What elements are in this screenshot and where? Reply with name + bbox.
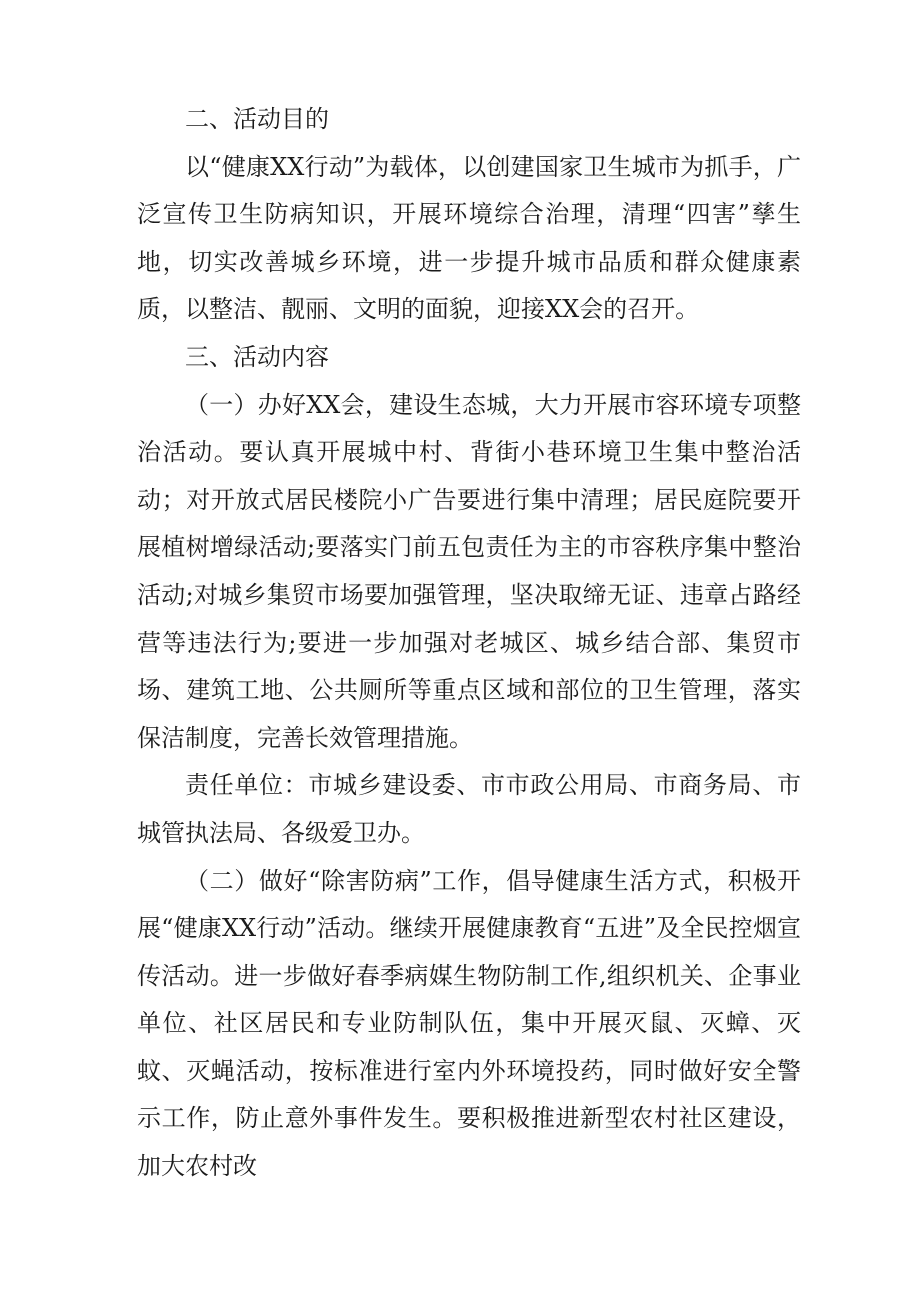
section-heading-content: 三、活动内容: [185, 342, 329, 371]
content-item-1-paragraph: （一）办好XX会，建设生态城，大力开展市容环境专项整治活动。要认真开展城中村、背街小巷环境卫生集中整治活动；对开放式居民楼院小广告要进行集中清理；居民庭院要开展植树增绿活动;要落实门前五包责任为主的市容秩序集中整治活动;对城乡集贸市场要加强管理，坚决取缔无证、违章占路经营等违法行为;要进一步加强对老城区、城乡结合部、集贸市场、建筑工地、公共厕所等重点区域和部位的卫生管理，落实保洁制度，完善长效管理措施。: [137, 390, 801, 752]
document-body: [137, 96, 801, 1191]
section-heading-purpose: 二、活动目的: [185, 105, 329, 133]
content-item-1-responsible-units: 责任单位：市城乡建设委、市市政公用局、市商务局、市城管执法局、各级爱卫办。: [137, 771, 801, 847]
content-item-2-paragraph: （二）做好“除害防病”工作，倡导健康生活方式，积极开展“健康XX行动”活动。继续开展健康教育“五进”及全民控烟宣传活动。进一步做好春季病媒生物防制工作,组织机关、企事业单位、社区居民和专业防制队伍，集中开展灭鼠、灭蟑、灭蚊、灭蝇活动，按标准进行室内外环境投药，同时做好安全警示工作，防止意外事件发生。要积极推进新型农村社区建设，加大农村改: [137, 866, 801, 1181]
purpose-paragraph: 以“健康XX行动”为载体，以创建国家卫生城市为抓手，广泛宣传卫生防病知识，开展环境综合治理，清理“四害”孳生地，切实改善城乡环境，进一步提升城市品质和群众健康素质，以整洁、靓丽、文明的面貌，迎接XX会的召开。: [137, 152, 801, 324]
